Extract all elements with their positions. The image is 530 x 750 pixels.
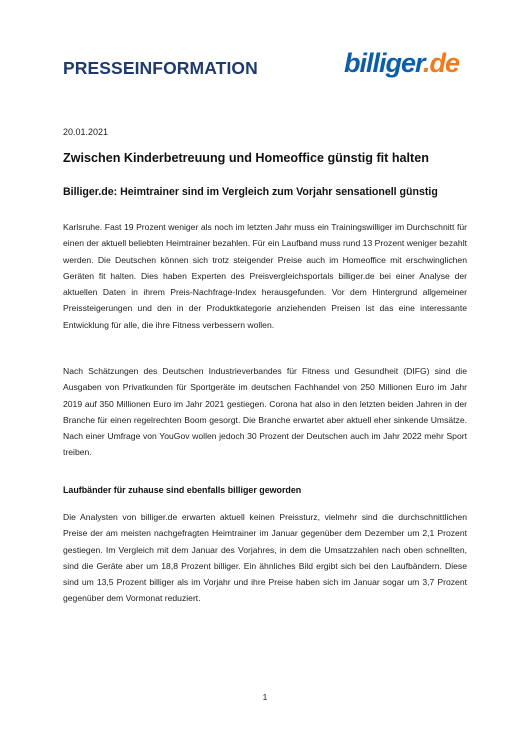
release-date: 20.01.2021	[63, 127, 109, 137]
paragraph-intro: Karlsruhe. Fast 19 Prozent weniger als noch im letzten Jahr muss ein Trainingswilliger im Durchschnitt für einen der aktuell beliebten Heimtrainer bezahlen. Für ein Laufband muss rund 13 Prozent weniger bezahlt werden. Die Deutschen können sich trotz steigender Preise auch im Homeoffice mit erschwinglichen Geräten fit halten. Dies haben Experten des Preisvergleichsportals billiger.de bei einer Analyse der aktuellen Daten in ihrem Preis-Nachfrage-Index herausgefunden. Vor dem Hintergrund allgemeiner Preissteigerungen und den in der Produktkategorie anziehenden Preisen ist das eine interessante Entwicklung für alle, die ihre Fitness verbessern wollen.	[63, 222, 467, 330]
billiger-de-logo	[344, 50, 459, 77]
section-heading: Laufbänder für zuhause sind ebenfalls billiger geworden	[63, 485, 302, 495]
logo-wordmark: billiger	[344, 48, 424, 78]
logo-domain: .de	[423, 48, 460, 78]
paragraph-industry: Nach Schätzungen des Deutschen Industrieverbandes für Fitness und Gesundheit (DIFG) sind die Ausgaben von Privatkunden für Sportgeräte im deutschen Fachhandel von 250 Millionen Euro im Jahr 2019 auf 350 Millionen Euro im Jahr 2021 gestiegen. Corona hat also in den letzten beiden Jahren in der Branche für einen regelrechten Boom gesorgt. Die Branche erwartet aber aktuell eher sinkende Umsätze. Nach einer Umfrage von YouGov wollen jedoch 30 Prozent der Deutschen auch im Jahr 2022 mehr Sport treiben.	[63, 366, 467, 458]
page-number: 1	[262, 692, 268, 702]
headline: Zwischen Kinderbetreuung und Homeoffice günstig fit halten	[63, 151, 429, 165]
paragraph-analysis: Die Analysten von billiger.de erwarten aktuell keinen Preissturz, vielmehr sind die durchschnittlichen Preise der am meisten nachgefragten Heimtrainer im Januar gegenüber dem Dezember um 2,1 Prozent gestiegen. Im Vergleich mit dem Januar des Vorjahres, in dem die Umsatzzahlen nach oben schnellten, sind die Geräte aber um 18,8 Prozent billiger. Ein ähnliches Bild ergibt sich bei den Laufbändern. Diese sind um 13,5 Prozent billiger als im Vorjahr und ihre Preise haben sich im Januar sogar um 3,7 Prozent gegenüber dem Vormonat reduziert.	[63, 512, 467, 604]
document-type-title: PRESSEINFORMATION	[63, 58, 258, 78]
subheadline: Billiger.de: Heimtrainer sind im Vergleich zum Vorjahr sensationell günstig	[63, 186, 438, 198]
